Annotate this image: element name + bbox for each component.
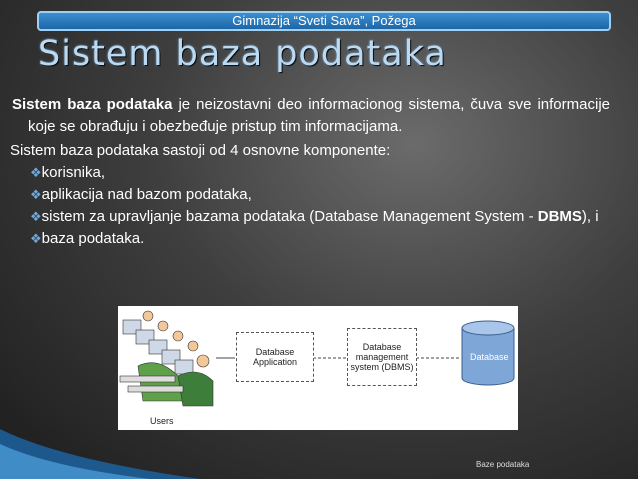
footer-label: Baze podataka [476,460,530,469]
slide-title: Sistem baza podataka [38,34,447,74]
dbms-label: Database management system (DBMS) [350,342,414,372]
bullet-3-tail: ), i [581,208,599,225]
bullet-3-bold: DBMS [537,208,582,225]
database-application-box [236,332,314,382]
diamond-bullet-icon: ❖ [30,187,42,202]
diamond-bullet-icon: ❖ [30,231,42,246]
corner-decoration [0,419,200,479]
paragraph-1 [10,94,610,138]
database-label: Database [470,352,509,362]
users-label: Users [150,416,174,426]
dbms-box [347,328,417,386]
slide-body [10,94,610,250]
bullet-1-text: korisnika, [41,164,106,181]
diamond-bullet-icon: ❖ [30,209,42,224]
diamond-bullet-icon: ❖ [30,165,42,180]
bullet-3-text: sistem za upravljanje bazama podataka (Database Management System - [41,208,538,225]
school-name: Gimnazija “Sveti Sava”, Požega [232,13,416,28]
header-bar [37,11,611,31]
paragraph-1-text: je neizostavni deo informacionog sistema, čuva sve informacije koje se obrađuju i obezbeđuje pristup tim informacijama. [28,96,610,135]
bullet-1 [10,162,610,184]
bullet-2 [10,184,610,206]
paragraph-1-bold: Sistem baza podataka [12,96,173,113]
bullet-3 [10,206,610,228]
paragraph-2: Sistem baza podataka sastoji od 4 osnovne komponente: [10,142,391,159]
bullet-2-text: aplikacija nad bazom podataka, [41,186,252,203]
dbms-diagram [118,306,518,430]
connector-arrows [118,306,518,430]
bullet-4-text: baza podataka. [41,230,145,247]
bullet-4 [10,228,610,250]
database-application-label: Database Application [252,347,298,367]
